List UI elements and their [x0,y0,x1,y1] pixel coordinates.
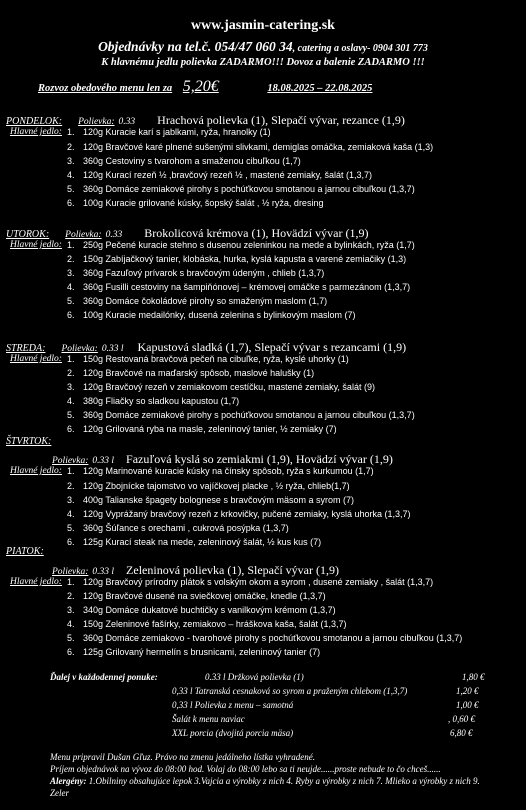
menu-dates: 18.08.2025 – 22.08.2025 [267,83,373,94]
day-name: PIATOK: [6,546,44,557]
main-label: Hlavné jedlo: [10,354,62,364]
main-label: Hlavné jedlo: [10,577,62,587]
price-line [38,78,372,96]
list-item: 1. 120g Bravčový prírodny plátok s volským okom a syrom , dusené zemiaky , šalát (1,3,7) [67,577,434,587]
extras-item: XXL porcia (dvojitá porcia mäsa) [172,728,294,738]
soup-name: Hrachová polievka (1), Slepačí vývar, rezance (1,9) [157,113,405,127]
list-item: 5. 360g Domáce zemiakové pirohy s pochúťkovou smotanou a jarnou cibuľkou (1,3,7) [67,184,415,194]
main-label: Hlavné jedlo: [10,240,62,250]
soup-label: Polievka: [65,230,102,240]
list-item: 1. 150g Restovaná bravčová pečeň na cibuľke, ryža, kyslé uhorky (1) [67,354,349,364]
main-label: Hlavné jedlo: [10,466,62,476]
soup-label: Polievka: [78,117,115,127]
list-item: 5. 360g Domáce zemiakovo - tvarohové pirohy s pochúťkovou smotanou a jarnou cibuľkou (1,3,7) [67,633,463,643]
main-label: Hlavné jedlo: [10,127,62,137]
list-item: 3. 360g Fazuľový prívarok s bravčovým údeným , chlieb (1,3,7) [67,268,325,278]
soup-name: Fazuľová kyslá so zemiakmi (1,9), Hovädzí vývar (1,9) [126,452,393,466]
list-item: 2. 120g Zbojnícke tajomstvo vo vajíčkovej placke , ½ ryža, chlieb(1,7) [67,481,350,491]
price-label: Rozvoz obedového menu len za [38,83,173,94]
list-item: 3. 400g Talianske špagety bolognese s bravčovým mäsom a syrom (7) [67,495,354,505]
list-item: 6. 120g Grilovaná ryba na masle, zeleninový tanier, ½ zemiaky (7) [67,424,337,434]
extras-title: Ďalej v každodennej ponuke: [50,672,158,682]
soup-label: Polievka: [61,344,98,354]
list-item: 5. 360g Domáce zemiakové pirohy s pochúťkovou smotanou a jarnou cibuľkou (1,3,7) [67,410,415,420]
list-item: 2. 150g Zabíjačkový tanier, klobáska, hurka, kyslá kapusta a varené zemiačiky (1,3) [67,254,407,264]
price-value: 5,20€ [182,78,219,95]
list-item: 5. 360g Domáce čokoládové pirohy so smaženým maslom (1,7) [67,296,328,306]
list-item: 5. 360g Šúľance s orechami , cukrová posýpka (1,3,7) [67,523,289,533]
list-item: 4. 120g Vyprážaný bravčový rezeň z krkovičky, pučené zemiaky, kyslá uhorka (1,3,7) [67,509,411,519]
extras-price: , 0,60 € [448,714,475,724]
orders-catering: , catering a oslavy- 0904 301 773 [292,43,428,54]
soup-label: Polievka: [52,456,89,466]
list-item: 4. 150g Zeleninové fašírky, zemiakovo – hráškova kaša, šalát (1,3,7) [67,619,347,629]
list-item: 3. 340g Domáce dukatové buchtičky s vanilkovým krémom (1,3,7) [67,605,336,615]
allergens-label: Alergény: [50,776,87,786]
soup-name: Zeleninová polievka (1), Slepačí vývar (1,9) [126,563,339,577]
list-item: 1. 120g Kuracie karí s jablkami, ryža, hranolky (1) [67,127,271,137]
free-soup-notice: K hlavnému jedlu polievka ZADARMO!!! Dovoz a balenie ZADARMO !!! [101,57,425,68]
list-item: 6. 100g Kuracie grilované kúsky, šopský šalát , ½ ryža, dresing [67,198,324,208]
allergens-end: Zeler [50,788,69,798]
extras-item: 0,33 l Polievka z menu – samotná [172,700,294,710]
soup-volume: 0.33 l [92,456,115,466]
extras-item: Šalát k menu naviac [172,714,245,724]
extras-item: 0.33 l Držková polievka (1) [205,672,304,682]
soup-label: Polievka: [52,567,89,577]
orders-line [0,39,526,55]
extras-price: 6,80 € [450,728,473,738]
footer-orders: Príjem objednávok na vývoz do 08:00 hod. Volaj do 08:00 lebo sa ti neujde......proste nebude to čo chceš...... [50,764,441,774]
day-name: ŠTVRTOK: [6,436,52,447]
soup-volume: 0.33 l [101,344,124,354]
list-item: 3. 120g Bravčový rezeň v zemiakovom cestíčku, mastené zemiaky, šalát (9) [67,382,375,392]
footer-chef: Menu pripravil Dušan Gľuz. Právo na zmenu jedálneho lístka vyhradené. [50,752,315,762]
extras-price: 1,20 € [456,686,479,696]
soup-volume: 0.33 [118,117,136,127]
extras-item: 0,33 l Tatranská cesnaková so syrom a praženým chlebom (1,3,7) [172,686,408,696]
soup-name: Brokolicová krémova (1), Hovädzí vývar (1,9) [144,226,369,240]
list-item: 1. 120g Marinované kuracie kúsky na čínsky spôsob, ryža s kurkumou (1,7) [67,466,374,476]
list-item: 1. 250g Pečené kuracie stehno s dusenou zeleninkou na mede a bylinkách, ryža (1,7) [67,240,415,250]
list-item: 2. 120g Bravčové na maďarský spôsob, maslové halušky (1) [67,368,315,378]
list-item: 6. 100g Kuracie medailónky, dusená zelenina s bylinkovým maslom (7) [67,310,356,320]
list-item: 3. 360g Cestoviny s tvarohom a smaženou cibuľkou (1,7) [67,156,301,166]
list-item: 2. 120g Bravčové karé plnené sušenými slivkami, demiglas omáčka, zemiaková kaša (1,3) [67,142,434,152]
soup-volume: 0.33 l [92,567,115,577]
allergens-list: 1.Obilniny obsahujúce lepok 3.Vajcia a výrobky z nich 4. Ryby a výrobky z nich 7. Mlieko a výrobky z nich 9. [86,776,480,786]
website: www.jasmin-catering.sk [191,18,335,33]
day-name: STREDA: [6,343,46,354]
list-item: 2. 120g Bravčové dusené na sviečkovej omáčke, knedle (1,3,7) [67,591,326,601]
soup-name: Kapustová sladká (1,7), Slepačí vývar s rezancami (1,9) [137,340,407,354]
list-item: 6. 125g Grilovaný hermelín s brusnicami, zeleninový tanier (7) [67,647,321,657]
extras-price: 1,80 € [462,672,485,682]
footer-allergens [50,776,480,786]
list-item: 4. 120g Kurací rezeň ½ ,bravčový rezeň ½ , mastené zemiaky, šalát (1,3,7) [67,170,372,180]
list-item: 6. 125g Kurací steak na mede, zeleninový šalát, ½ kus kus (7) [67,537,322,547]
orders-phone: Objednávky na tel.č. 054/47 060 34 [98,39,293,54]
soup-volume: 0.33 [105,230,123,240]
extras-price: 1,00 € [456,700,479,710]
list-item: 4. 360g Fusilli cestoviny na šampiňónovej – krémovej omáčke s parmezánom (1,3,7) [67,282,411,292]
list-item: 4. 380g Fliačky so sladkou kapustou (1,7) [67,396,240,406]
day-name: PONDELOK: [6,116,63,127]
day-name: UTOROK: [6,229,50,240]
